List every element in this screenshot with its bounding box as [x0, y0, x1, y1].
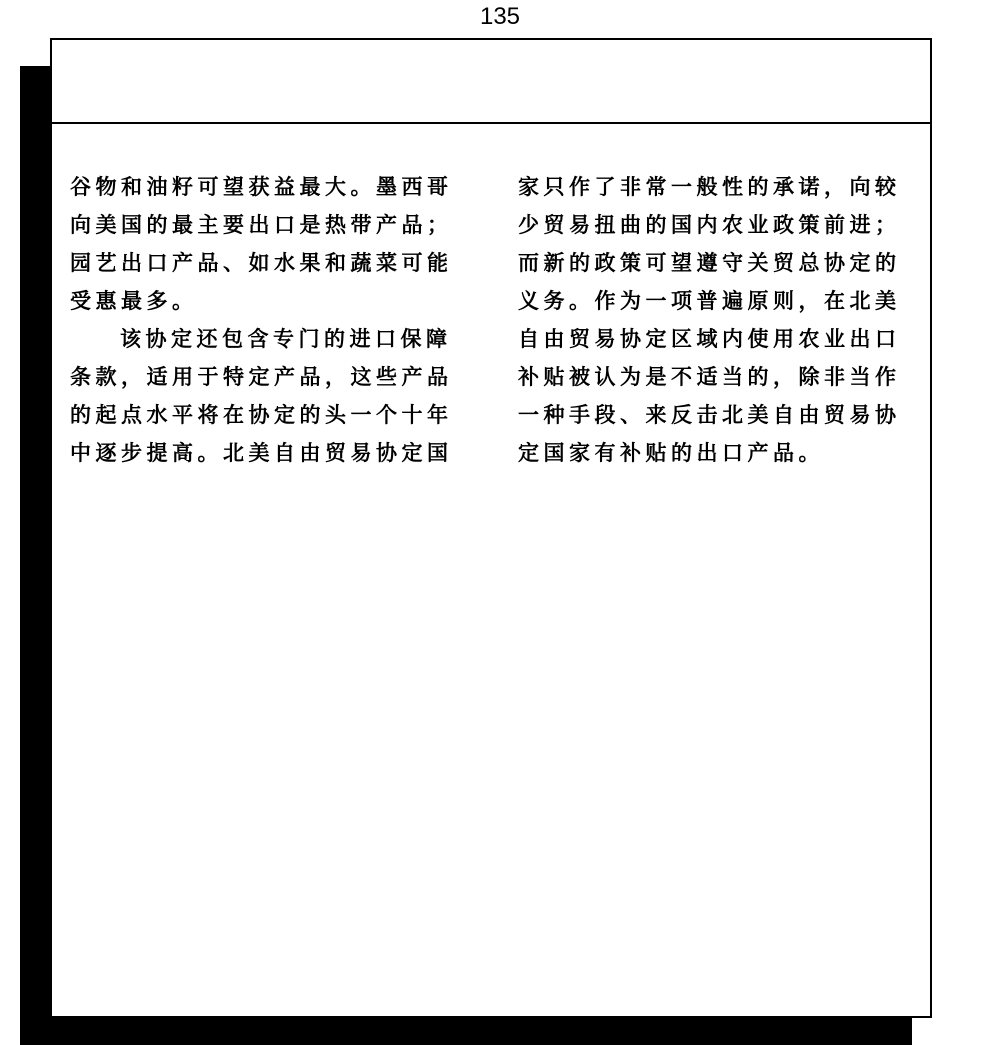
left-paragraph-1: 谷物和油籽可望获益最大。墨西哥向美国的最主要出口是热带产品；园艺出口产品、如水果和蔬菜可能受惠最多。 [70, 174, 453, 313]
left-paragraph-2: 该协定还包含专门的进口保障条款，适用于特定产品，这些产品的起点水平将在协定的头一个十年中逐步提高。北美自由贸易协定国 [70, 326, 453, 465]
right-column [518, 168, 910, 472]
header-band [52, 40, 930, 124]
page-frame [50, 38, 932, 1018]
left-column [70, 168, 462, 472]
page-number: 135 [479, 3, 521, 30]
right-paragraph-1: 家只作了非常一般性的承诺，向较少贸易扭曲的国内农业政策前进；而新的政策可望遵守关贸总协定的义务。作为一项普遍原则，在北美自由贸易协定区域内使用农业出口补贴被认为是不适当的，除非当作一种手段、来反击北美自由贸易协定国家有补贴的出口产品。 [518, 174, 901, 465]
